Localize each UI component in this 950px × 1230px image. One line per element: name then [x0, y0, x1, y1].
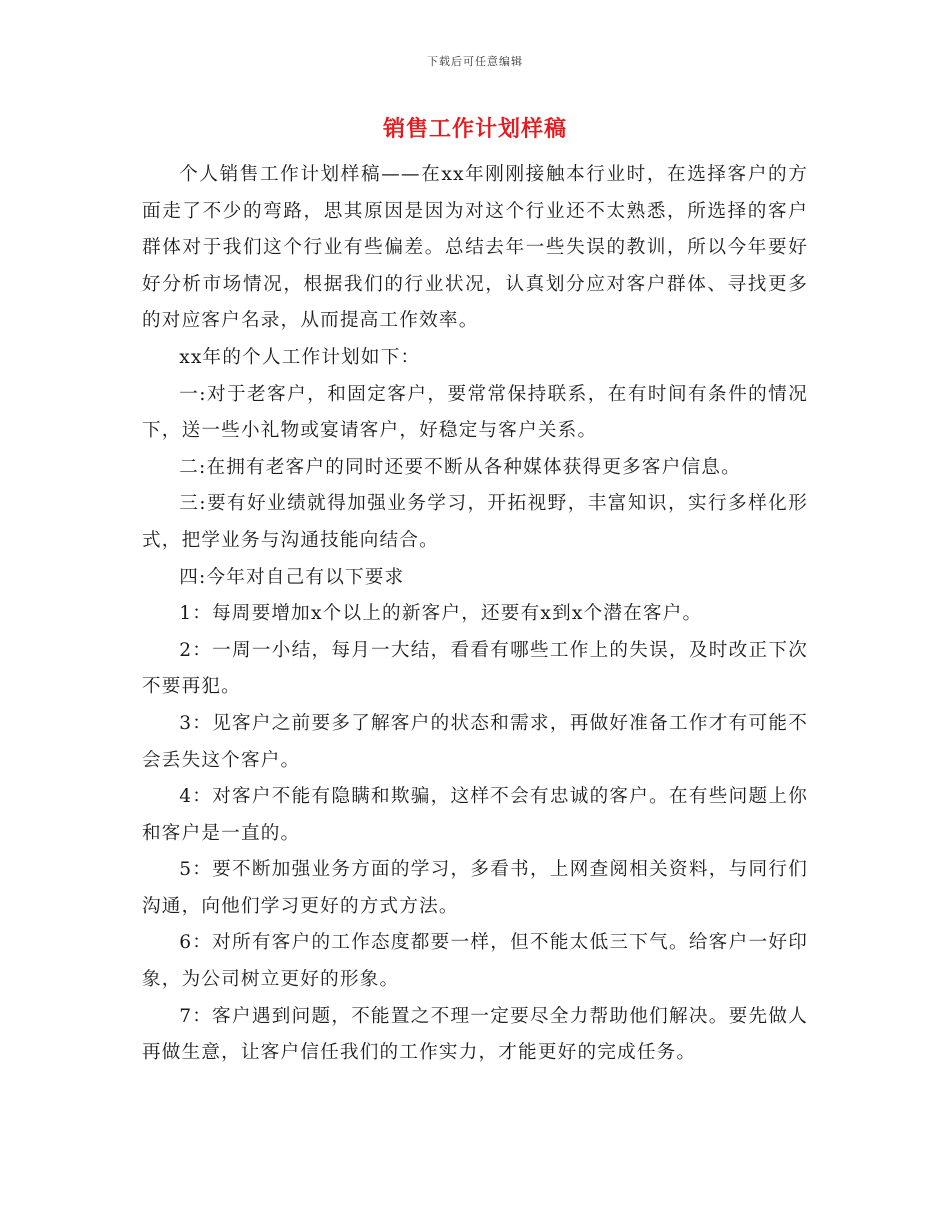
- header-note: 下载后可任意编辑: [427, 55, 523, 68]
- paragraph: 1：每周要增加x个以上的新客户，还要有x到x个潜在客户。: [179, 603, 703, 625]
- paragraph: 二:在拥有老客户的同时还要不断从各种媒体获得更多客户信息。: [179, 456, 741, 478]
- paragraph: 6：对所有客户的工作态度都要一样，但不能太低三下气。给客户一好印象，为公司树立更好的形象。: [142, 932, 808, 991]
- paragraph: 四:今年对自己有以下要求: [179, 566, 405, 588]
- paragraph: 个人销售工作计划样稿——在xx年刚刚接触本行业时，在选择客户的方面走了不少的弯路，思其原因是因为对这个行业还不太熟悉，所选择的客户群体对于我们这个行业有些偏差。总结去年一些失误的教训，所以今年要好好分析市场情况，根据我们的行业状况，认真划分应对客户群体、寻找更多的对应客户名录，从而提高工作效率。: [142, 164, 808, 332]
- paragraph: 三:要有好业绩就得加强业务学习，开拓视野，丰富知识，实行多样化形式，把学业务与沟通技能向结合。: [142, 493, 808, 551]
- paragraph: 5：要不断加强业务方面的学习，多看书，上网查阅相关资料，与同行们沟通，向他们学习更好的方式方法。: [142, 859, 808, 917]
- document-title: 销售工作计划样稿: [382, 116, 567, 142]
- paragraph: 2：一周一小结，每月一大结，看看有哪些工作上的失误，及时改正下次不要再犯。: [142, 639, 808, 698]
- document-body: [142, 157, 808, 1072]
- paragraph: 3：见客户之前要多了解客户的状态和需求，再做好准备工作才有可能不会丢失这个客户。: [142, 712, 808, 771]
- paragraph: 7：客户遇到问题，不能置之不理一定要尽全力帮助他们解决。要先做人再做生意，让客户信任我们的工作实力，才能更好的完成任务。: [142, 1005, 808, 1064]
- paragraph: 一:对于老客户，和固定客户，要常常保持联系，在有时间有条件的情况下，送一些小礼物或宴请客户，好稳定与客户关系。: [142, 383, 808, 442]
- paragraph: 4：对客户不能有隐瞒和欺骗，这样不会有忠诚的客户。在有些问题上你和客户是一直的。: [142, 786, 808, 844]
- paragraph: xx年的个人工作计划如下：: [179, 346, 421, 368]
